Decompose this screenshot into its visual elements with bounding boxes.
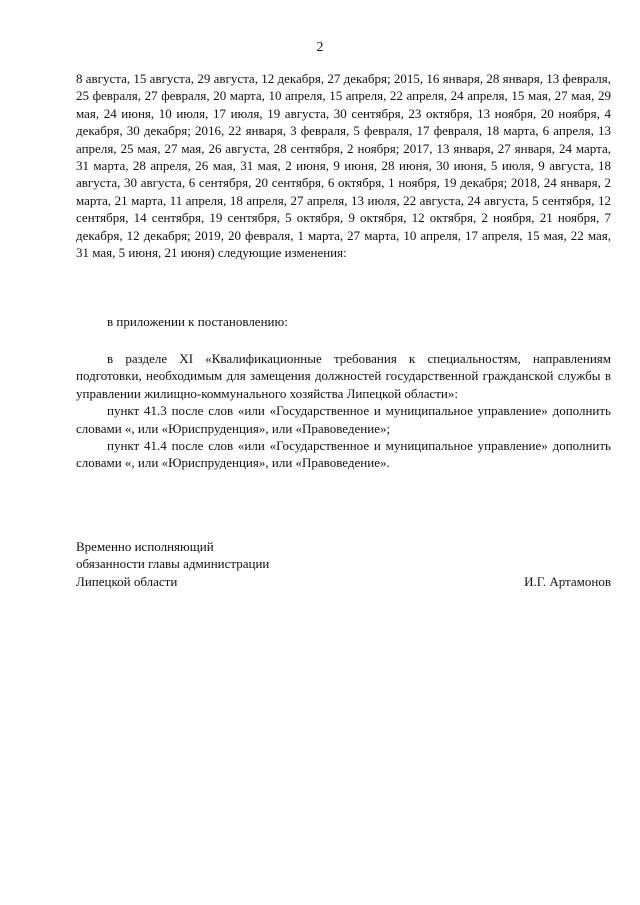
signature-title-line2: обязанности главы администрации — [76, 556, 270, 572]
page-number: 2 — [316, 40, 324, 55]
signature-title-line3: Липецкой области — [76, 573, 178, 589]
signature-last-line — [76, 573, 611, 590]
item-41-3-text: пункт 41.3 после слов «или «Государственное и муниципальное управление» дополнить словами «, или «Юриспруденция», или «Правоведение»; — [76, 403, 611, 436]
main-paragraph — [76, 70, 611, 261]
signature-block — [76, 538, 611, 590]
amendments-block — [76, 350, 611, 472]
item-41-4-text: пункт 41.4 после слов «или «Государственное и муниципальное управление» дополнить словами «, или «Юриспруденция», или «Правоведение». — [76, 438, 611, 471]
intro-paragraph — [76, 313, 611, 330]
section-xi-text: в разделе XI «Квалификационные требования к специальностям, направлениям подготовки, необходимым для замещения должностей государственной гражданской службы в управлении жилищно-коммунального хозяйства Липецкой области»: — [76, 351, 611, 401]
main-text: 8 августа, 15 августа, 29 августа, 12 декабря, 27 декабря; 2015, 16 января, 28 января, 13 февраля, 25 февраля, 27 февраля, 20 марта, 10 апреля, 15 апреля, 22 апреля, 24 апреля, 15 мая, 27 мая, 29 мая, 24 июня, 10 июля, 17 июля, 19 августа, 30 сентября, 23 октября, 13 ноября, 20 ноября, 4 декабря, 30 декабря; 2016, 22 января, 3 февраля, 5 февраля, 17 февраля, 18 марта, 6 апреля, 13 апреля, 25 мая, 27 мая, 26 августа, 28 сентября, 2 ноября; 2017, 13 января, 27 января, 24 марта, 31 марта, 28 апреля, 26 мая, 31 мая, 2 июня, 9 июня, 28 июня, 30 июня, 5 июля, 9 августа, 18 августа, 30 августа, 6 сентября, 20 сентября, 6 октября, 1 ноября, 19 декабря; 2018, 24 января, 2 марта, 21 марта, 11 апреля, 18 апреля, 27 апреля, 13 июля, 22 августа, 24 августа, 5 сентября, 12 сентября, 14 сентября, 19 сентября, 5 октября, 9 октября, 12 октября, 2 ноября, 21 ноября, 7 декабря, 12 декабря; 2019, 20 февраля, 1 марта, 27 марта, 10 апреля, 17 апреля, 15 мая, 22 мая, 31 мая, 5 июня, 21 июня) следующие изменения: — [76, 71, 611, 261]
signature-title-line1: Временно исполняющий — [76, 539, 214, 554]
intro-text: в приложении к постановлению: — [107, 314, 288, 329]
signatory-name: И.Г. Артамонов — [524, 573, 611, 589]
